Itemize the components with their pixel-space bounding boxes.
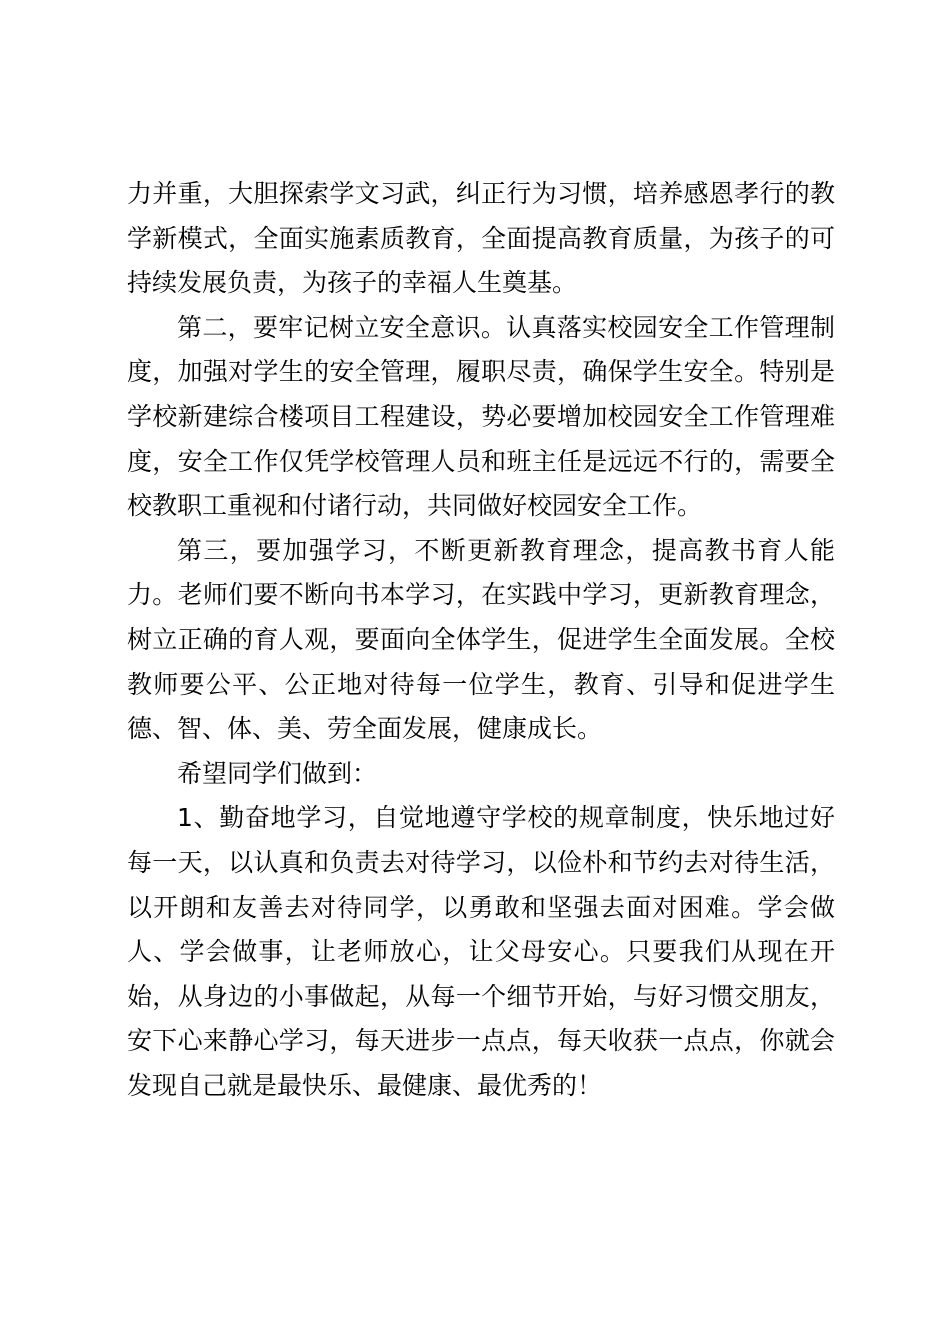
- paragraph-learning: 第三，要加强学习，不断更新教育理念，提高教书育人能力。老师们要不断向书本学习，在实践中学习，更新教育理念，树立正确的育人观，要面向全体学生，促进学生全面发展。全校教师要公平、公正地对待每一位学生，教育、引导和促进学生德、智、体、美、劳全面发展，健康成长。: [127, 535, 835, 744]
- paragraph-safety-awareness: 第二，要牢记树立安全意识。认真落实校园安全工作管理制度，加强对学生的安全管理，履职尽责，确保学生安全。特别是学校新建综合楼项目工程建设，势必要增加校园安全工作管理难度，安全工作仅凭学校管理人员和班主任是远远不行的，需要全校教职工重视和付诸行动，共同做好校园安全工作。: [127, 312, 835, 521]
- paragraph-continuation: 力并重，大胆探索学文习武，纠正行为习惯，培养感恩孝行的教学新模式，全面实施素质教育，全面提高教育质量，为孩子的可持续发展负责，为孩子的幸福人生奠基。: [127, 179, 835, 298]
- paragraph-student-hopes-heading: 希望同学们做到：: [177, 758, 378, 788]
- paragraph-student-hope-1: 1、勤奋地学习，自觉地遵守学校的规章制度，快乐地过好每一天，以认真和负责去对待学习，以俭朴和节约去对待生活，以开朗和友善去对待同学，以勇敢和坚强去面对困难。学会做人、学会做事，让老师放心，让父母安心。只要我们从现在开始，从身边的小事做起，从每一个细节开始，与好习惯交朋友，安下心来静心学习，每天进步一点点，每天收获一点点，你就会发现自己就是最快乐、最健康、最优秀的！: [127, 803, 835, 1100]
- document-body: [127, 172, 835, 1108]
